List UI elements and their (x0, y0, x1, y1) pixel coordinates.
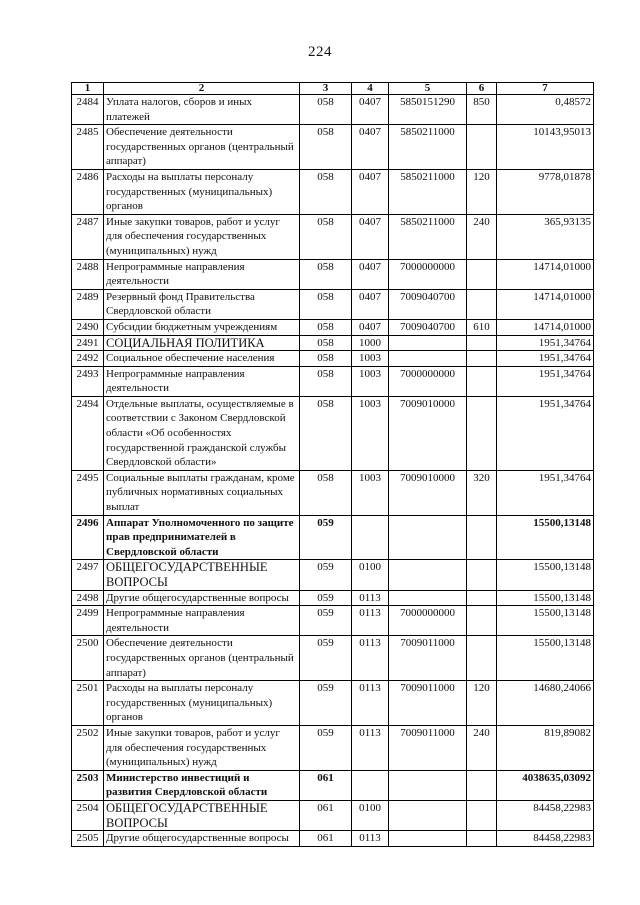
amount: 9778,01878 (497, 169, 594, 214)
ministry-code: 059 (300, 515, 352, 560)
expense-type: 610 (467, 319, 497, 335)
table-row (72, 725, 594, 770)
table-row (72, 515, 594, 560)
row-number: 2500 (72, 636, 104, 681)
target-article: 5850211000 (389, 169, 467, 214)
expense-type (467, 351, 497, 367)
expense-type (467, 259, 497, 289)
table-row (72, 169, 594, 214)
expense-type: 120 (467, 169, 497, 214)
section-code: 0113 (352, 636, 389, 681)
section-code: 1000 (352, 335, 389, 351)
row-name: Субсидии бюджетным учреждениям (104, 319, 300, 335)
target-article (389, 560, 467, 590)
section-code: 0100 (352, 800, 389, 830)
amount: 1951,34764 (497, 470, 594, 515)
target-article: 7000000000 (389, 366, 467, 396)
section-code (352, 515, 389, 560)
amount: 15500,13148 (497, 515, 594, 560)
amount: 1951,34764 (497, 351, 594, 367)
amount: 14714,01000 (497, 319, 594, 335)
table-row (72, 319, 594, 335)
section-code: 0407 (352, 319, 389, 335)
expense-type: 320 (467, 470, 497, 515)
header-col-2: 2 (104, 83, 300, 95)
row-name: Обеспечение деятельности государственных органов (центральный аппарат) (104, 125, 300, 170)
ministry-code: 058 (300, 169, 352, 214)
target-article: 7000000000 (389, 606, 467, 636)
table-row (72, 800, 594, 830)
table-row (72, 289, 594, 319)
table-row (72, 681, 594, 726)
row-name: СОЦИАЛЬНАЯ ПОЛИТИКА (104, 335, 300, 351)
expense-type (467, 590, 497, 606)
section-code: 0407 (352, 214, 389, 259)
expense-type (467, 335, 497, 351)
amount: 84458,22983 (497, 800, 594, 830)
table-row (72, 259, 594, 289)
header-col-1: 1 (72, 83, 104, 95)
expense-type: 240 (467, 214, 497, 259)
ministry-code: 059 (300, 560, 352, 590)
row-name: Расходы на выплаты персоналу государственных (муниципальных) органов (104, 681, 300, 726)
amount: 1951,34764 (497, 335, 594, 351)
amount: 4038635,03092 (497, 770, 594, 800)
target-article: 5850151290 (389, 95, 467, 125)
section-code: 1003 (352, 396, 389, 470)
row-number: 2491 (72, 335, 104, 351)
ministry-code: 058 (300, 335, 352, 351)
row-number: 2504 (72, 800, 104, 830)
ministry-code: 058 (300, 366, 352, 396)
row-name: Непрограммные направления деятельности (104, 259, 300, 289)
row-name: ОБЩЕГОСУДАРСТВЕННЫЕ ВОПРОСЫ (104, 800, 300, 830)
expense-type: 850 (467, 95, 497, 125)
section-code: 0407 (352, 169, 389, 214)
target-article: 5850211000 (389, 214, 467, 259)
row-number: 2502 (72, 725, 104, 770)
row-name: Расходы на выплаты персоналу государственных (муниципальных) органов (104, 169, 300, 214)
section-code: 0113 (352, 831, 389, 847)
row-number: 2501 (72, 681, 104, 726)
section-code: 0100 (352, 560, 389, 590)
expense-type (467, 606, 497, 636)
row-name: Уплата налогов, сборов и иных платежей (104, 95, 300, 125)
section-code: 0113 (352, 590, 389, 606)
ministry-code: 058 (300, 214, 352, 259)
row-name: Аппарат Уполномоченного по защите прав предпринимателей в Свердловской области (104, 515, 300, 560)
page-number: 224 (308, 44, 332, 60)
row-name: Социальное обеспечение населения (104, 351, 300, 367)
ministry-code: 061 (300, 770, 352, 800)
row-name: Социальные выплаты гражданам, кроме публичных нормативных социальных выплат (104, 470, 300, 515)
ministry-code: 059 (300, 590, 352, 606)
row-number: 2488 (72, 259, 104, 289)
row-number: 2498 (72, 590, 104, 606)
amount: 14680,24066 (497, 681, 594, 726)
section-code: 1003 (352, 470, 389, 515)
amount: 819,89082 (497, 725, 594, 770)
row-number: 2494 (72, 396, 104, 470)
ministry-code: 058 (300, 351, 352, 367)
section-code: 0407 (352, 95, 389, 125)
header-col-3: 3 (300, 83, 352, 95)
amount: 365,93135 (497, 214, 594, 259)
target-article (389, 335, 467, 351)
table-row (72, 396, 594, 470)
section-code: 0407 (352, 289, 389, 319)
row-name: Иные закупки товаров, работ и услуг для обеспечения государственных (муниципальных) нужд (104, 214, 300, 259)
table-row (72, 470, 594, 515)
target-article (389, 831, 467, 847)
row-name: Непрограммные направления деятельности (104, 606, 300, 636)
target-article (389, 515, 467, 560)
target-article (389, 351, 467, 367)
expense-type (467, 125, 497, 170)
header-col-5: 5 (389, 83, 467, 95)
table-row (72, 351, 594, 367)
table-row (72, 335, 594, 351)
row-number: 2486 (72, 169, 104, 214)
row-name: Министерство инвестиций и развития Свердловской области (104, 770, 300, 800)
table-row (72, 770, 594, 800)
target-article (389, 800, 467, 830)
row-number: 2495 (72, 470, 104, 515)
expense-type (467, 396, 497, 470)
table-row (72, 214, 594, 259)
section-code: 0113 (352, 725, 389, 770)
target-article: 7009011000 (389, 636, 467, 681)
target-article: 7009040700 (389, 319, 467, 335)
ministry-code: 058 (300, 396, 352, 470)
section-code: 0407 (352, 125, 389, 170)
amount: 1951,34764 (497, 396, 594, 470)
expense-type (467, 636, 497, 681)
ministry-code: 059 (300, 606, 352, 636)
target-article: 5850211000 (389, 125, 467, 170)
target-article: 7009040700 (389, 289, 467, 319)
expense-type (467, 800, 497, 830)
amount: 14714,01000 (497, 289, 594, 319)
section-code: 0113 (352, 681, 389, 726)
target-article (389, 770, 467, 800)
header-col-4: 4 (352, 83, 389, 95)
expense-type (467, 560, 497, 590)
row-number: 2487 (72, 214, 104, 259)
table-row (72, 636, 594, 681)
ministry-code: 058 (300, 95, 352, 125)
table-row (72, 125, 594, 170)
section-code: 0113 (352, 606, 389, 636)
expense-type (467, 366, 497, 396)
table-row (72, 831, 594, 847)
row-number: 2484 (72, 95, 104, 125)
amount: 15500,13148 (497, 606, 594, 636)
ministry-code: 058 (300, 259, 352, 289)
row-number: 2490 (72, 319, 104, 335)
amount: 15500,13148 (497, 560, 594, 590)
row-number: 2492 (72, 351, 104, 367)
amount: 1951,34764 (497, 366, 594, 396)
row-number: 2485 (72, 125, 104, 170)
section-code (352, 770, 389, 800)
table-row (72, 95, 594, 125)
row-name: Другие общегосударственные вопросы (104, 831, 300, 847)
ministry-code: 058 (300, 470, 352, 515)
section-code: 1003 (352, 351, 389, 367)
row-number: 2503 (72, 770, 104, 800)
row-number: 2505 (72, 831, 104, 847)
row-number: 2493 (72, 366, 104, 396)
ministry-code: 061 (300, 800, 352, 830)
row-number: 2499 (72, 606, 104, 636)
amount: 10143,95013 (497, 125, 594, 170)
section-code: 0407 (352, 259, 389, 289)
target-article: 7009010000 (389, 470, 467, 515)
expense-type (467, 289, 497, 319)
expense-type: 240 (467, 725, 497, 770)
row-number: 2497 (72, 560, 104, 590)
section-code: 1003 (352, 366, 389, 396)
ministry-code: 058 (300, 125, 352, 170)
table-row (72, 606, 594, 636)
ministry-code: 059 (300, 681, 352, 726)
expense-type: 120 (467, 681, 497, 726)
ministry-code: 059 (300, 636, 352, 681)
target-article (389, 590, 467, 606)
amount: 84458,22983 (497, 831, 594, 847)
table-row (72, 560, 594, 590)
amount: 15500,13148 (497, 636, 594, 681)
row-name: Непрограммные направления деятельности (104, 366, 300, 396)
table-header-row (72, 83, 594, 95)
table-row (72, 366, 594, 396)
ministry-code: 058 (300, 289, 352, 319)
amount: 0,48572 (497, 95, 594, 125)
ministry-code: 059 (300, 725, 352, 770)
amount: 15500,13148 (497, 590, 594, 606)
expense-type (467, 770, 497, 800)
target-article: 7000000000 (389, 259, 467, 289)
row-name: ОБЩЕГОСУДАРСТВЕННЫЕ ВОПРОСЫ (104, 560, 300, 590)
table-row (72, 590, 594, 606)
amount: 14714,01000 (497, 259, 594, 289)
row-name: Отдельные выплаты, осуществляемые в соответствии с Законом Свердловской области «Об особенностях государственной гражданской службы Свердловской области» (104, 396, 300, 470)
expense-type (467, 515, 497, 560)
budget-table (71, 82, 594, 847)
ministry-code: 061 (300, 831, 352, 847)
header-col-7: 7 (497, 83, 594, 95)
row-name: Иные закупки товаров, работ и услуг для обеспечения государственных (муниципальных) нужд (104, 725, 300, 770)
row-number: 2496 (72, 515, 104, 560)
target-article: 7009011000 (389, 681, 467, 726)
target-article: 7009011000 (389, 725, 467, 770)
row-number: 2489 (72, 289, 104, 319)
row-name: Обеспечение деятельности государственных органов (центральный аппарат) (104, 636, 300, 681)
row-name: Другие общегосударственные вопросы (104, 590, 300, 606)
row-name: Резервный фонд Правительства Свердловской области (104, 289, 300, 319)
ministry-code: 058 (300, 319, 352, 335)
target-article: 7009010000 (389, 396, 467, 470)
expense-type (467, 831, 497, 847)
table-body (72, 95, 594, 847)
header-col-6: 6 (467, 83, 497, 95)
